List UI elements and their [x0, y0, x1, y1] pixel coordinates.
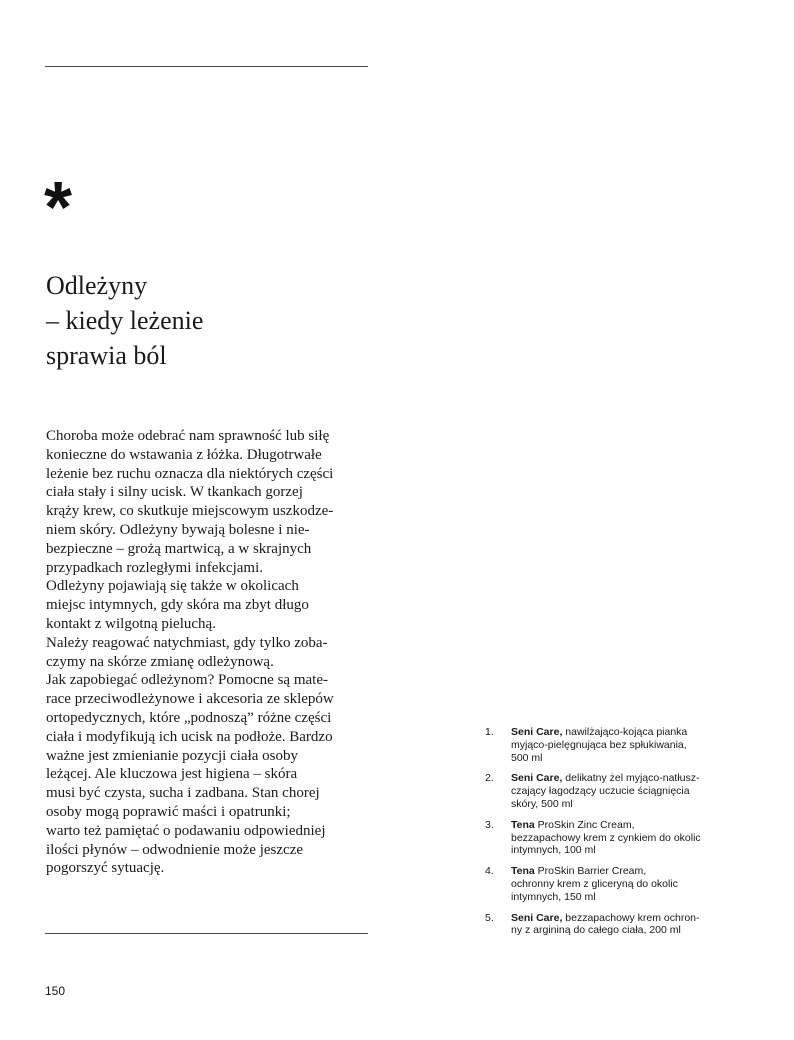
body-line: kontakt z wilgotną pieluchą. — [46, 615, 216, 632]
body-line: Jak zapobiegać odleżynom? Pomocne są mate- — [46, 672, 328, 689]
product-description-line: ochronny krem z gliceryną do okolic — [511, 877, 678, 890]
product-item — [485, 726, 735, 764]
product-description: ProSkin Barrier Cream, — [534, 865, 647, 878]
product-item — [485, 865, 735, 903]
body-line: ciała stały i silny ucisk. W tkankach gorzej — [46, 484, 303, 501]
product-item — [485, 819, 735, 857]
body-line: pogorszyć sytuację. — [46, 860, 165, 877]
product-description-line: bezzapachowy krem z cynkiem do okolic — [511, 831, 701, 844]
product-description: delikatny żel myjąco-natłusz- — [562, 772, 700, 785]
product-description-line: skóry, 500 ml — [511, 797, 573, 810]
body-line: niem skóry. Odleżyny bywają bolesne i nie- — [46, 521, 310, 538]
body-line: osoby mogą poprawić maści i opatrunki; — [46, 803, 291, 820]
title-line: Odleżyny — [46, 271, 148, 300]
product-first-line — [511, 819, 735, 832]
title-line: sprawia ból — [46, 341, 167, 370]
article-body — [46, 427, 376, 878]
product-item — [485, 772, 735, 810]
body-line: Należy reagować natychmiast, gdy tylko zoba- — [46, 634, 328, 651]
product-number: 5. — [485, 911, 494, 924]
body-line: ważne jest zmienianie pozycji ciała osoby — [46, 747, 298, 764]
body-line: krąży krew, co skutkuje miejscowym uszkodze- — [46, 503, 334, 520]
product-description-line: czający łagodzący uczucie ściągnięcia — [511, 785, 690, 798]
body-line: warto też pamiętać o podawaniu odpowiedniej — [46, 822, 326, 839]
product-description-line: ny z argininą do całego ciała, 200 ml — [511, 924, 681, 937]
title-line: – kiedy leżenie — [46, 306, 204, 335]
product-brand: Seni Care, — [511, 772, 563, 785]
product-number: 1. — [485, 726, 494, 738]
product-description: ProSkin Zinc Cream, — [534, 818, 635, 831]
body-line: Odleżyny pojawiają się także w okolicach — [46, 578, 299, 595]
body-line: bezpieczne – grożą martwicą, a w skrajnych — [46, 540, 312, 557]
body-line: ortopedycznych, które „podnoszą” różne części — [46, 709, 332, 726]
product-description-line: intymnych, 100 ml — [511, 844, 596, 857]
body-line: konieczne do wstawania z łóżka. Długotrwałe — [46, 446, 322, 463]
top-divider — [45, 66, 368, 67]
body-line: ilości płynów – odwodnienie może jeszcze — [46, 841, 304, 858]
product-item — [485, 912, 735, 938]
product-description-line: intymnych, 150 ml — [511, 890, 596, 903]
product-brand: Tena — [511, 818, 535, 831]
product-number: 3. — [485, 818, 494, 831]
body-line: leżenie bez ruchu oznacza dla niektórych części — [46, 465, 334, 482]
body-line: ciała i modyfikują ich ucisk na podłoże. Bardzo — [46, 728, 333, 745]
product-first-line — [511, 772, 735, 785]
body-line: musi być czysta, sucha i zadbana. Stan chorej — [46, 785, 320, 802]
product-number: 4. — [485, 865, 494, 878]
asterisk-ornament: * — [44, 168, 73, 248]
body-line: Choroba może odebrać nam sprawność lub siłę — [46, 428, 330, 444]
product-description-line: 500 ml — [511, 751, 543, 764]
product-brand: Seni Care, — [511, 726, 563, 738]
bottom-divider — [45, 933, 368, 934]
body-line: czymy na skórze zmianę odleżynową. — [46, 653, 274, 670]
article-title — [46, 268, 203, 373]
product-first-line — [511, 865, 735, 878]
product-number: 2. — [485, 772, 494, 785]
page-number: 150 — [45, 984, 66, 998]
product-description-line: myjąco-pielęgnująca bez spłukiwania, — [511, 738, 687, 751]
body-line: miejsc intymnych, gdy skóra ma zbyt długo — [46, 597, 309, 614]
body-line: race przeciwodleżynowe i akcesoria ze sklepów — [46, 691, 334, 708]
product-brand: Seni Care, — [511, 911, 563, 924]
product-brand: Tena — [511, 865, 535, 878]
product-description: bezzapachowy krem ochron- — [562, 911, 700, 924]
product-list — [485, 726, 735, 945]
product-first-line — [511, 726, 735, 739]
product-description: nawilżająco-kojąca pianka — [562, 726, 688, 738]
body-line: leżącej. Ale kluczowa jest higiena – skóra — [46, 766, 298, 783]
body-line: przypadkach rozległymi infekcjami. — [46, 559, 263, 576]
product-first-line — [511, 912, 735, 925]
